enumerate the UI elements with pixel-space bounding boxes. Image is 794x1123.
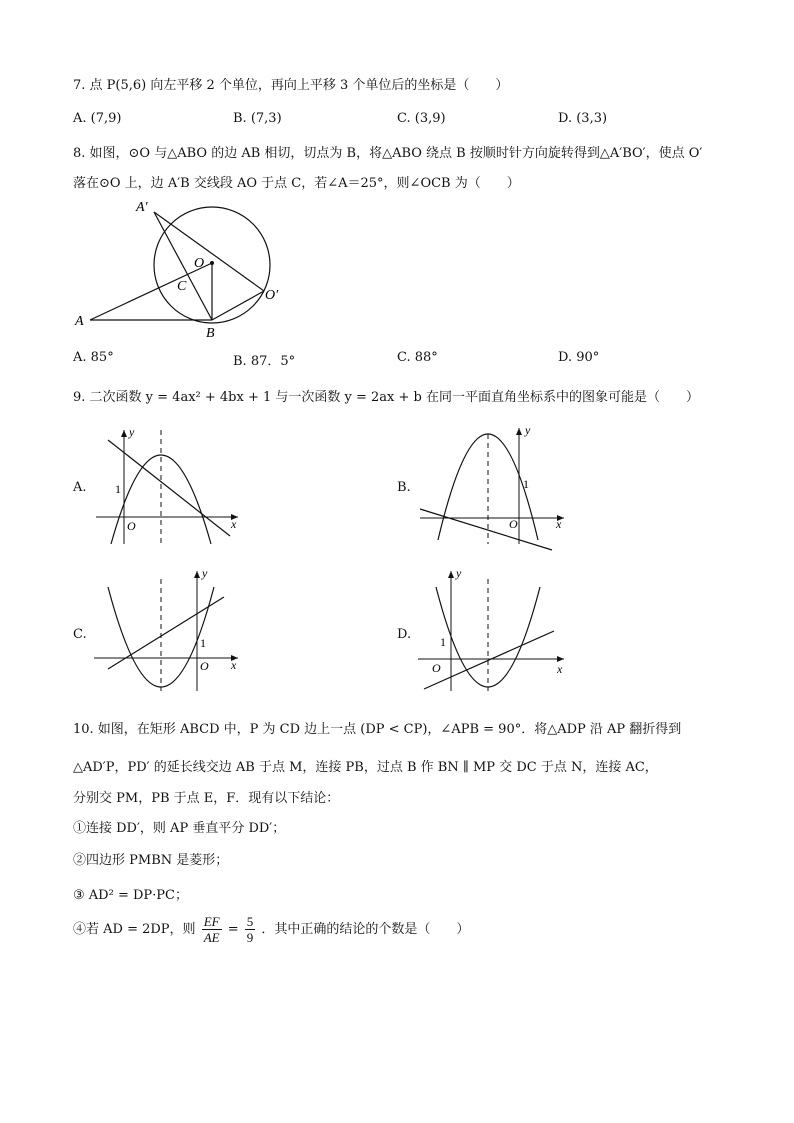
q7-stem: 7. 点 P(5,6) 向左平移 2 个单位，再向上平移 3 个单位后的坐标是（ ） — [73, 78, 509, 93]
label-O: O — [194, 256, 205, 271]
q8-stem-line1: 8. 如图，⊙O 与△ABO 的边 AB 相切，切点为 B，将△ABO 绕点 B 按顺时针方向旋转得到△A′BO′，使点 O′ — [73, 146, 703, 161]
q9-stem: 9. 二次函数 y = 4ax² + 4bx + 1 与一次函数 y = 2ax + b 在同一平面直角坐标系中的图象可能是（ ） — [73, 390, 699, 405]
label-A: A — [75, 314, 84, 329]
svg-text:y: y — [456, 566, 462, 580]
line-A'O' — [154, 212, 264, 291]
svg-text:x: x — [556, 517, 562, 531]
q9-option-a-label[interactable]: A. — [73, 480, 87, 495]
q10-stem-line2: △AD′P，PD′ 的延长线交边 AB 于点 M，连接 PB，过点 B 作 BN ∥ MP 交 DC 于点 N，连接 AC， — [73, 760, 658, 775]
svg-text:1: 1 — [200, 636, 206, 650]
q9-graph-b[interactable] — [412, 420, 572, 555]
q7-option-c[interactable]: C. (3,9) — [397, 111, 446, 126]
q10-c4-fraction-ef-ae: $\frac{EF}{AE}$ — [203, 914, 220, 945]
label-A-prime: A′ — [136, 200, 148, 215]
svg-text:O: O — [509, 517, 518, 531]
label-O-prime: O′ — [265, 288, 279, 303]
q7-option-b[interactable]: B. (7,3) — [233, 111, 282, 126]
q9-graph-d[interactable] — [412, 565, 572, 700]
q7-option-a[interactable]: A. (7,9) — [73, 111, 122, 126]
q9-option-c-label[interactable]: C. — [73, 627, 87, 642]
q8-stem-line2: 落在⊙O 上，边 A′B 交线段 AO 于点 C，若∠A＝25°，则∠OCB 为（ ） — [73, 176, 520, 191]
q10-c4-prefix: ④若 AD = 2DP，则 — [73, 922, 196, 937]
q10-conclusion-4 — [73, 914, 469, 945]
q10-conclusion-2: ②四边形 PMBN 是菱形； — [73, 853, 229, 868]
q9-graph-c[interactable] — [88, 565, 248, 700]
svg-text:y: y — [202, 566, 208, 580]
svg-text:x: x — [557, 662, 563, 676]
line-AO — [90, 263, 212, 320]
q8-option-c[interactable]: C. 88° — [397, 350, 438, 365]
q8-option-a[interactable]: A. 85° — [73, 350, 114, 365]
svg-text:x: x — [231, 517, 237, 531]
q8-option-d[interactable]: D. 90° — [558, 350, 600, 365]
q9-option-b-label[interactable]: B. — [397, 480, 411, 495]
q9-option-d-label[interactable]: D. — [397, 627, 412, 642]
line-BO' — [212, 291, 264, 320]
q10-c4-suffix: ．其中正确的结论的个数是（ ） — [261, 922, 470, 937]
svg-text:y: y — [525, 423, 531, 437]
q7-option-d[interactable]: D. (3,3) — [558, 111, 608, 126]
svg-text:1: 1 — [523, 477, 529, 491]
q10-conclusion-3: ③ AD² = DP·PC； — [73, 888, 188, 903]
q10-conclusion-1: ①连接 DD′，则 AP 垂直平分 DD′； — [73, 821, 286, 836]
q10-stem-line1: 10. 如图，在矩形 ABCD 中，P 为 CD 边上一点 (DP < CP)，∠APB = 90°．将△ADP 沿 AP 翻折得到 — [73, 722, 682, 737]
svg-text:1: 1 — [115, 482, 121, 496]
q8-option-b[interactable]: B. 87．5° — [233, 354, 296, 369]
svg-text:y: y — [129, 425, 135, 439]
q10-c4-fraction-5-9: $\frac{5}{9}$ — [246, 914, 254, 945]
svg-text:x: x — [231, 658, 237, 672]
svg-text:O: O — [200, 659, 209, 673]
label-C: C — [177, 279, 187, 294]
svg-text:O: O — [127, 519, 136, 533]
q9-graph-a[interactable] — [88, 420, 248, 555]
svg-text:1: 1 — [440, 635, 446, 649]
q10-c4-equals: = — [227, 922, 239, 937]
svg-text:O: O — [432, 661, 441, 675]
q8-figure — [70, 195, 300, 345]
q10-stem-line3: 分别交 PM，PB 于点 E，F．现有以下结论： — [73, 791, 340, 806]
label-B: B — [206, 326, 215, 341]
